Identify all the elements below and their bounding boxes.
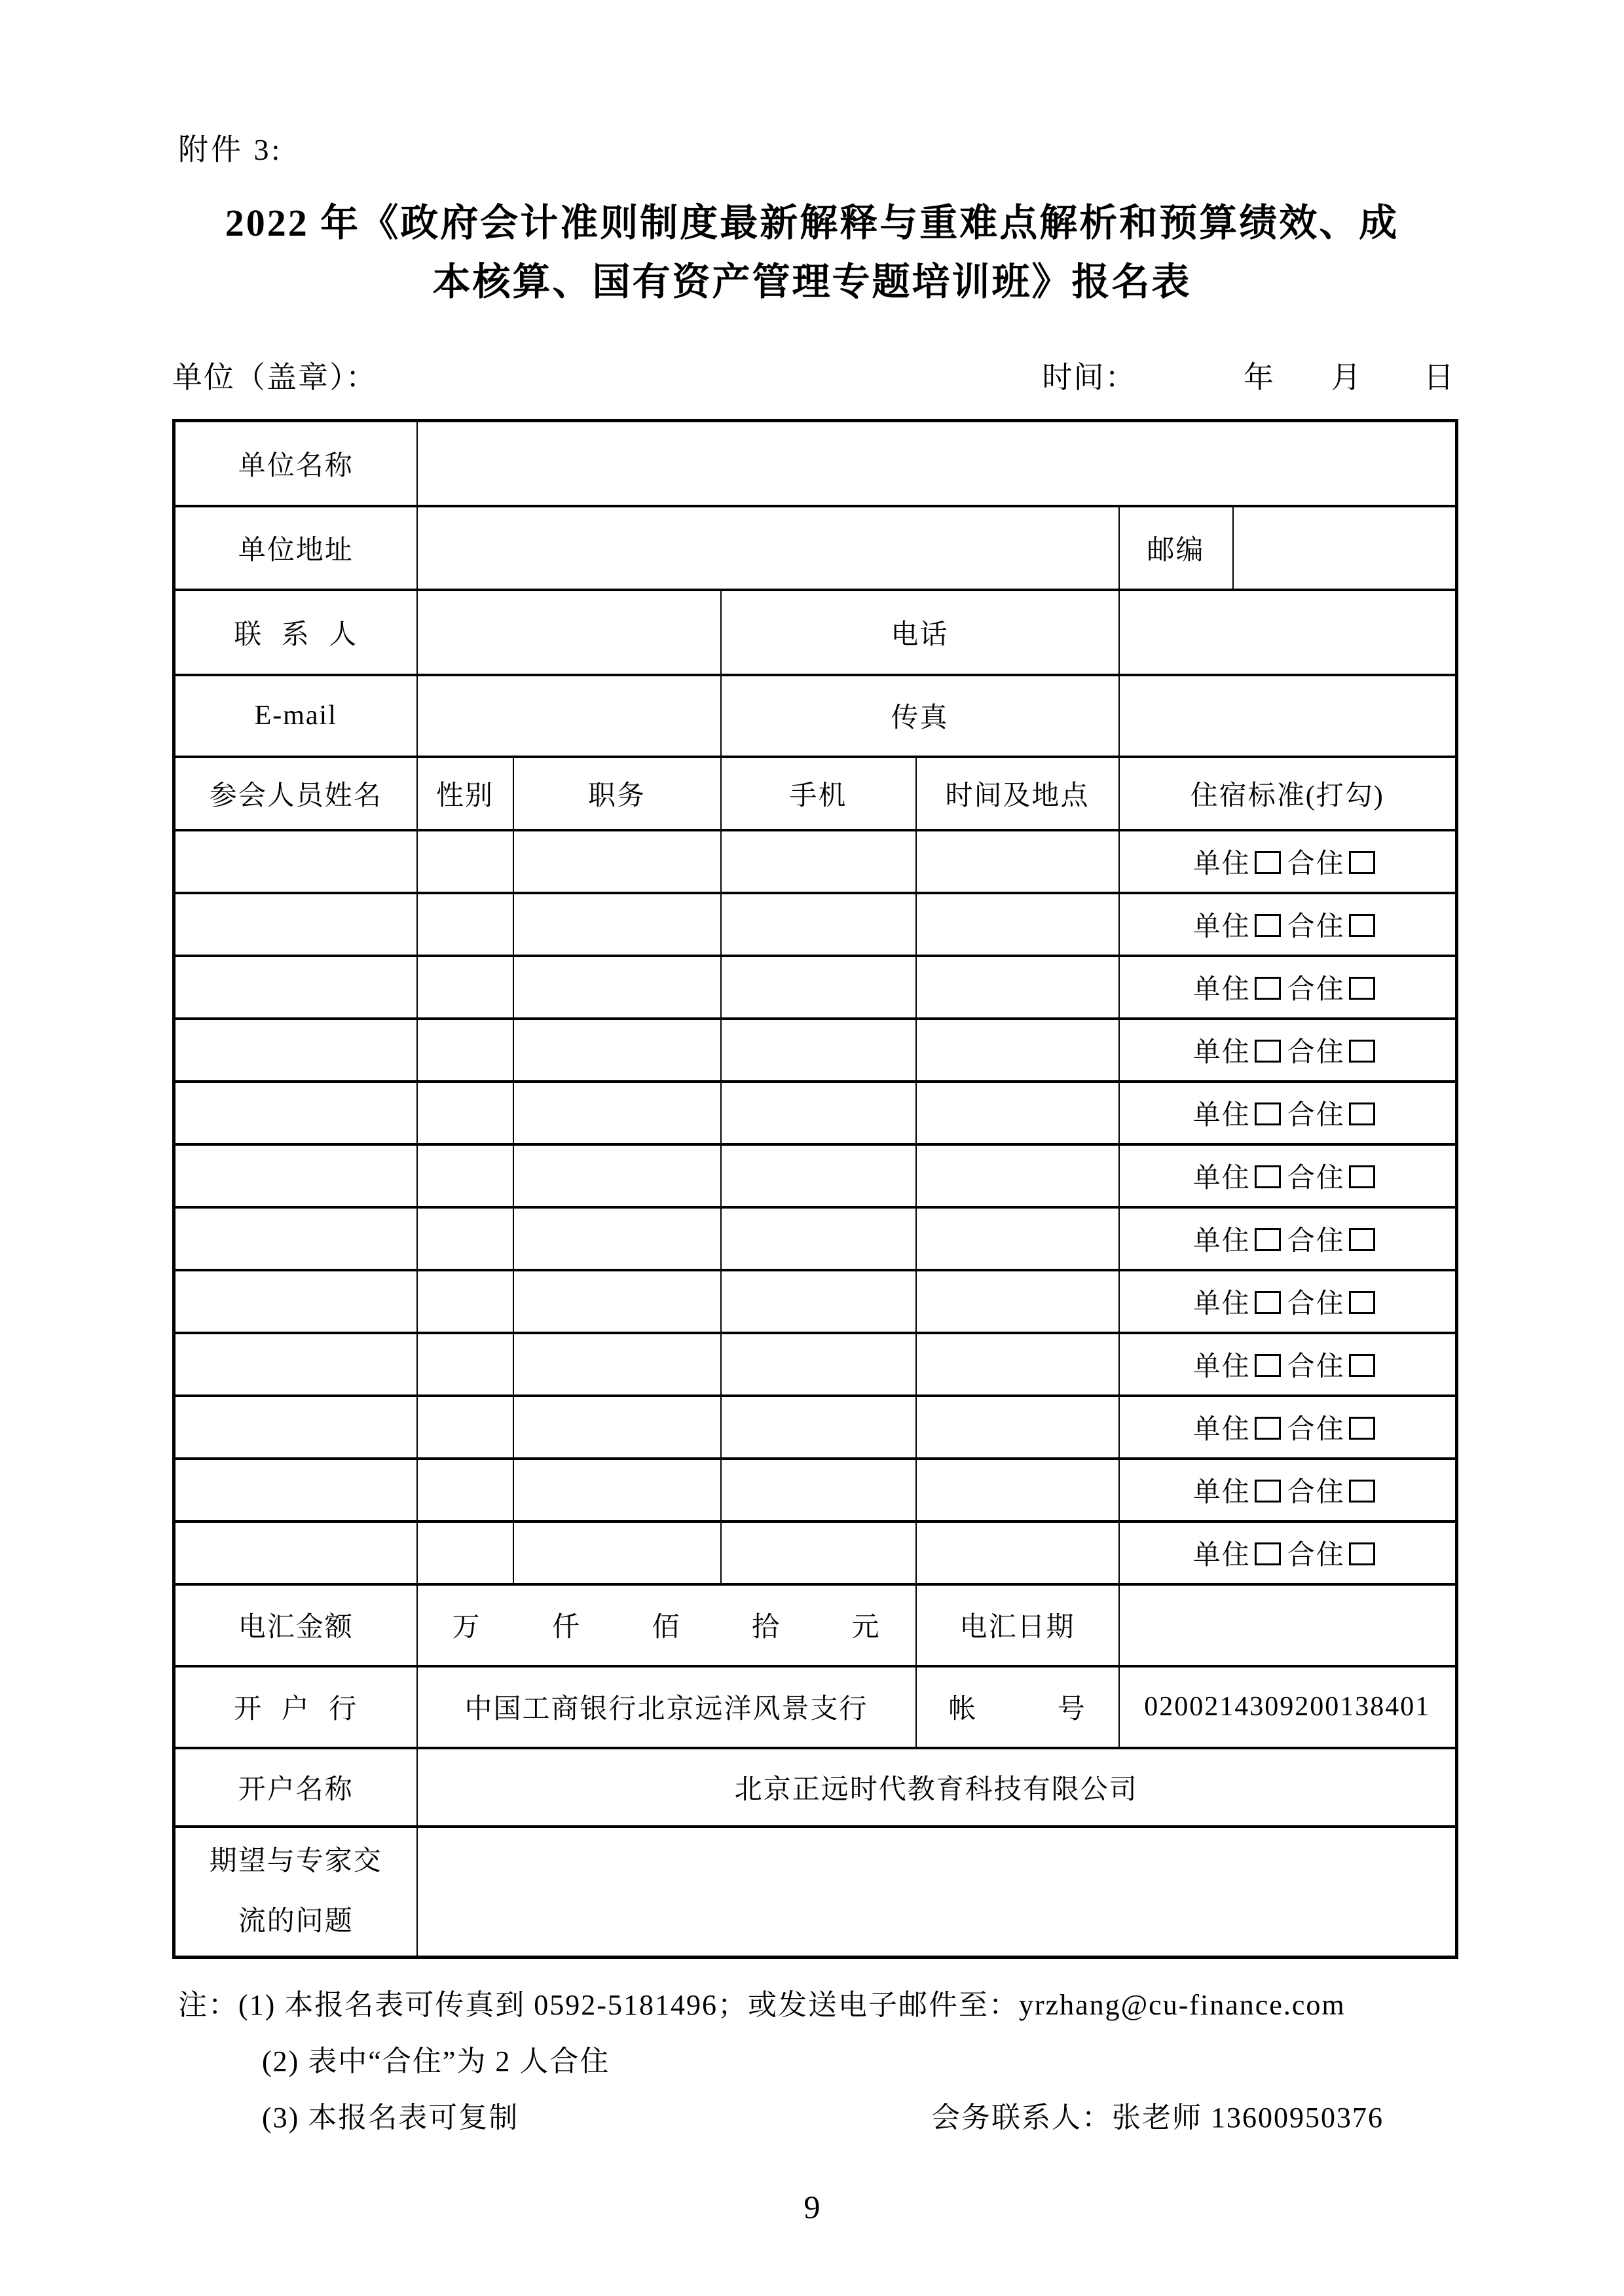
note-line-2 <box>178 2041 1475 2082</box>
expectation-input-cell[interactable] <box>417 1827 1457 1958</box>
accommodation-cell <box>1119 956 1457 1019</box>
bank-row <box>174 1666 1457 1748</box>
participant-time-place-cell[interactable] <box>916 1270 1119 1333</box>
single-room-checkbox-icon[interactable] <box>1255 1480 1281 1503</box>
header-name: 参会人员姓名 <box>174 757 417 830</box>
header-position: 职务 <box>513 757 721 830</box>
accommodation-cell <box>1119 1270 1457 1333</box>
shared-room-label: 合住 <box>1287 1540 1345 1571</box>
participant-name-cell[interactable] <box>174 956 417 1019</box>
shared-room-label: 合住 <box>1287 1351 1345 1382</box>
account-label: 帐 号 <box>916 1666 1119 1748</box>
participant-time-place-cell[interactable] <box>916 893 1119 956</box>
participant-time-place-cell[interactable] <box>916 1144 1119 1207</box>
participant-row <box>174 956 1457 1019</box>
notes-prefix: 注： <box>178 1989 238 2021</box>
header-accommodation: 住宿标准(打勾) <box>1119 757 1457 830</box>
shared-room-checkbox-icon[interactable] <box>1349 1417 1375 1440</box>
participant-name-cell[interactable] <box>174 1144 417 1207</box>
shared-room-checkbox-icon[interactable] <box>1349 851 1375 874</box>
participant-row <box>174 1270 1457 1333</box>
attachment-label: 附件 3: <box>178 133 283 166</box>
participant-position-cell[interactable] <box>513 1522 721 1584</box>
participant-name-cell[interactable] <box>174 830 417 893</box>
participant-position-cell[interactable] <box>513 1270 721 1333</box>
shared-room-label: 合住 <box>1287 1037 1345 1068</box>
phone-label: 电话 <box>721 590 1119 675</box>
shared-room-checkbox-icon[interactable] <box>1349 977 1375 1000</box>
participant-gender-cell[interactable] <box>417 1333 513 1396</box>
participant-position-cell[interactable] <box>513 1459 721 1522</box>
single-room-checkbox-icon[interactable] <box>1255 1228 1281 1251</box>
participant-time-place-cell[interactable] <box>916 1207 1119 1270</box>
participant-gender-cell[interactable] <box>417 1396 513 1459</box>
participant-mobile-cell[interactable] <box>721 1396 916 1459</box>
shared-room-checkbox-icon[interactable] <box>1349 914 1375 937</box>
accommodation-cell <box>1119 1207 1457 1270</box>
meta-row <box>172 354 1455 397</box>
shared-room-checkbox-icon[interactable] <box>1349 1040 1375 1063</box>
accommodation-cell <box>1119 1333 1457 1396</box>
account-value: 0200214309200138401 <box>1119 1666 1457 1748</box>
time-label: 时间： <box>1042 361 1137 394</box>
participant-gender-cell[interactable] <box>417 830 513 893</box>
single-room-label: 单住 <box>1192 1288 1251 1319</box>
note-line-1 <box>178 1985 1475 2026</box>
single-room-checkbox-icon[interactable] <box>1255 851 1281 874</box>
accommodation-cell <box>1119 1019 1457 1082</box>
expectation-label <box>174 1827 417 1958</box>
account-name-label: 开户名称 <box>174 1748 417 1827</box>
participant-position-cell[interactable] <box>513 893 721 956</box>
time-month-label: 月 <box>1331 361 1363 394</box>
note-line-3 <box>178 2098 1475 2138</box>
expectation-row <box>174 1827 1457 1958</box>
participant-gender-cell[interactable] <box>417 893 513 956</box>
registration-table <box>172 419 1458 1959</box>
phone-input-cell[interactable] <box>1119 590 1457 675</box>
participant-name-cell[interactable] <box>174 1207 417 1270</box>
single-room-checkbox-icon[interactable] <box>1255 1165 1281 1188</box>
single-room-label: 单住 <box>1192 1037 1251 1068</box>
contact-label: 联 系 人 <box>174 590 417 675</box>
participant-name-cell[interactable] <box>174 1082 417 1144</box>
participant-name-cell[interactable] <box>174 1333 417 1396</box>
participant-mobile-cell[interactable] <box>721 1459 916 1522</box>
participant-time-place-cell[interactable] <box>916 1396 1119 1459</box>
participant-gender-cell[interactable] <box>417 1459 513 1522</box>
title-line-2: 本核算、国有资产管理专题培训班》报名表 <box>432 261 1192 303</box>
participant-time-place-cell[interactable] <box>916 1459 1119 1522</box>
note-item-3: (3) 本报名表可复制 <box>262 2102 519 2134</box>
bank-value: 中国工商银行北京远洋风景支行 <box>417 1666 916 1748</box>
unit-name-label: 单位名称 <box>174 421 417 506</box>
shared-room-label: 合住 <box>1287 974 1345 1005</box>
participant-row <box>174 1082 1457 1144</box>
remittance-units[interactable]: 万 仟 佰 拾 元 <box>417 1584 916 1666</box>
expectation-label-line1: 期望与专家交 <box>209 1846 382 1877</box>
participant-row <box>174 1459 1457 1522</box>
participant-position-cell[interactable] <box>513 1333 721 1396</box>
time-fields <box>1043 354 1456 397</box>
header-time-place: 时间及地点 <box>916 757 1119 830</box>
participant-position-cell[interactable] <box>513 830 721 893</box>
participant-time-place-cell[interactable] <box>916 1082 1119 1144</box>
shared-room-label: 合住 <box>1287 1414 1345 1445</box>
shared-room-checkbox-icon[interactable] <box>1349 1542 1375 1565</box>
participant-name-cell[interactable] <box>174 1459 417 1522</box>
shared-room-checkbox-icon[interactable] <box>1349 1480 1375 1503</box>
title-line-1: 2022 年《政府会计准则制度最新解释与重难点解析和预算绩效、成 <box>225 202 1399 244</box>
single-room-checkbox-icon[interactable] <box>1255 1417 1281 1440</box>
participant-gender-cell[interactable] <box>417 1019 513 1082</box>
accommodation-cell <box>1119 830 1457 893</box>
shared-room-label: 合住 <box>1287 1226 1345 1256</box>
participant-gender-cell[interactable] <box>417 1270 513 1333</box>
shared-room-label: 合住 <box>1287 1100 1345 1131</box>
shared-room-label: 合住 <box>1287 911 1345 942</box>
single-room-label: 单住 <box>1192 974 1251 1005</box>
participant-position-cell[interactable] <box>513 1207 721 1270</box>
single-room-label: 单住 <box>1192 1163 1251 1194</box>
accommodation-cell <box>1119 893 1457 956</box>
unit-address-row <box>174 506 1457 590</box>
participant-time-place-cell[interactable] <box>916 1019 1119 1082</box>
time-year-label: 年 <box>1244 361 1275 394</box>
participant-position-cell[interactable] <box>513 1144 721 1207</box>
participant-mobile-cell[interactable] <box>721 956 916 1019</box>
shared-room-label: 合住 <box>1287 1288 1345 1319</box>
participant-time-place-cell[interactable] <box>916 1522 1119 1584</box>
participant-position-cell[interactable] <box>513 1019 721 1082</box>
participant-name-cell[interactable] <box>174 1396 417 1459</box>
accommodation-cell <box>1119 1144 1457 1207</box>
page-number: 9 <box>803 2189 821 2225</box>
remittance-row <box>174 1584 1457 1666</box>
single-room-checkbox-icon[interactable] <box>1255 1354 1281 1377</box>
accommodation-cell <box>1119 1396 1457 1459</box>
single-room-checkbox-icon[interactable] <box>1255 1102 1281 1125</box>
participant-row <box>174 1522 1457 1584</box>
participant-mobile-cell[interactable] <box>721 893 916 956</box>
participant-row <box>174 830 1457 893</box>
shared-room-label: 合住 <box>1287 1477 1345 1508</box>
postcode-input-cell[interactable] <box>1233 506 1457 590</box>
participant-row <box>174 1207 1457 1270</box>
participant-position-cell[interactable] <box>513 956 721 1019</box>
note-item-1: (1) 本报名表可传真到 0592-5181496；或发送电子邮件至：yrzhang@cu-finance.com <box>238 1989 1346 2021</box>
single-room-label: 单住 <box>1192 848 1251 879</box>
participant-mobile-cell[interactable] <box>721 1144 916 1207</box>
participant-gender-cell[interactable] <box>417 1144 513 1207</box>
shared-room-checkbox-icon[interactable] <box>1349 1165 1375 1188</box>
shared-room-label: 合住 <box>1287 848 1345 879</box>
participant-position-cell[interactable] <box>513 1396 721 1459</box>
participant-name-cell[interactable] <box>174 893 417 956</box>
email-label: E-mail <box>174 675 417 757</box>
accommodation-cell <box>1119 1522 1457 1584</box>
single-room-label: 单住 <box>1192 1226 1251 1256</box>
single-room-label: 单住 <box>1192 1414 1251 1445</box>
single-room-label: 单住 <box>1192 1351 1251 1382</box>
participant-mobile-cell[interactable] <box>721 1019 916 1082</box>
participant-row <box>174 1333 1457 1396</box>
page-title <box>0 194 1624 312</box>
account-name-value: 北京正远时代教育科技有限公司 <box>417 1748 1457 1827</box>
participant-mobile-cell[interactable] <box>721 1082 916 1144</box>
time-day-label: 日 <box>1424 361 1455 394</box>
shared-room-checkbox-icon[interactable] <box>1349 1228 1375 1251</box>
participant-gender-cell[interactable] <box>417 956 513 1019</box>
contact-row <box>174 590 1457 675</box>
single-room-checkbox-icon[interactable] <box>1255 1542 1281 1565</box>
shared-room-checkbox-icon[interactable] <box>1349 1354 1375 1377</box>
participant-gender-cell[interactable] <box>417 1082 513 1144</box>
participant-row <box>174 893 1457 956</box>
participant-time-place-cell[interactable] <box>916 956 1119 1019</box>
participant-header-row <box>174 757 1457 830</box>
conference-contact: 会务联系人：张老师 13600950376 <box>931 2102 1384 2134</box>
bank-label: 开 户 行 <box>174 1666 417 1748</box>
participant-mobile-cell[interactable] <box>721 1333 916 1396</box>
fax-input-cell[interactable] <box>1119 675 1457 757</box>
single-room-label: 单住 <box>1192 1477 1251 1508</box>
accommodation-cell <box>1119 1459 1457 1522</box>
participant-time-place-cell[interactable] <box>916 830 1119 893</box>
email-input-cell[interactable] <box>417 675 721 757</box>
shared-room-label: 合住 <box>1287 1163 1345 1194</box>
participant-mobile-cell[interactable] <box>721 1207 916 1270</box>
fax-label: 传真 <box>721 675 1119 757</box>
header-mobile: 手机 <box>721 757 916 830</box>
contact-input-cell[interactable] <box>417 590 721 675</box>
single-room-label: 单住 <box>1192 1100 1251 1131</box>
notes-section <box>178 1985 1475 2154</box>
participant-row <box>174 1019 1457 1082</box>
unit-seal-label: 单位（盖章）： <box>172 361 377 394</box>
participant-row <box>174 1396 1457 1459</box>
unit-address-input-cell[interactable] <box>417 506 1119 590</box>
note-item-2: (2) 表中“合住”为 2 人合住 <box>262 2045 610 2077</box>
shared-room-checkbox-icon[interactable] <box>1349 1291 1375 1314</box>
single-room-checkbox-icon[interactable] <box>1255 977 1281 1000</box>
participant-row <box>174 1144 1457 1207</box>
single-room-checkbox-icon[interactable] <box>1255 1291 1281 1314</box>
shared-room-checkbox-icon[interactable] <box>1349 1102 1375 1125</box>
single-room-label: 单住 <box>1192 911 1251 942</box>
participant-time-place-cell[interactable] <box>916 1333 1119 1396</box>
postcode-label: 邮编 <box>1119 506 1233 590</box>
header-gender: 性别 <box>417 757 513 830</box>
participant-mobile-cell[interactable] <box>721 1522 916 1584</box>
single-room-label: 单住 <box>1192 1540 1251 1571</box>
single-room-checkbox-icon[interactable] <box>1255 914 1281 937</box>
participant-name-cell[interactable] <box>174 1019 417 1082</box>
participant-name-cell[interactable] <box>174 1522 417 1584</box>
participant-name-cell[interactable] <box>174 1270 417 1333</box>
unit-address-label: 单位地址 <box>174 506 417 590</box>
account-name-row <box>174 1748 1457 1827</box>
participant-mobile-cell[interactable] <box>721 1270 916 1333</box>
unit-name-input-cell[interactable] <box>417 421 1457 506</box>
participant-gender-cell[interactable] <box>417 1522 513 1584</box>
accommodation-cell <box>1119 1082 1457 1144</box>
unit-name-row <box>174 421 1457 506</box>
participant-gender-cell[interactable] <box>417 1207 513 1270</box>
remittance-date-label: 电汇日期 <box>916 1584 1119 1666</box>
expectation-label-line2: 流的问题 <box>238 1906 354 1937</box>
remittance-date-input-cell[interactable] <box>1119 1584 1457 1666</box>
remittance-label: 电汇金额 <box>174 1584 417 1666</box>
participant-position-cell[interactable] <box>513 1082 721 1144</box>
participant-mobile-cell[interactable] <box>721 830 916 893</box>
single-room-checkbox-icon[interactable] <box>1255 1040 1281 1063</box>
email-row <box>174 675 1457 757</box>
